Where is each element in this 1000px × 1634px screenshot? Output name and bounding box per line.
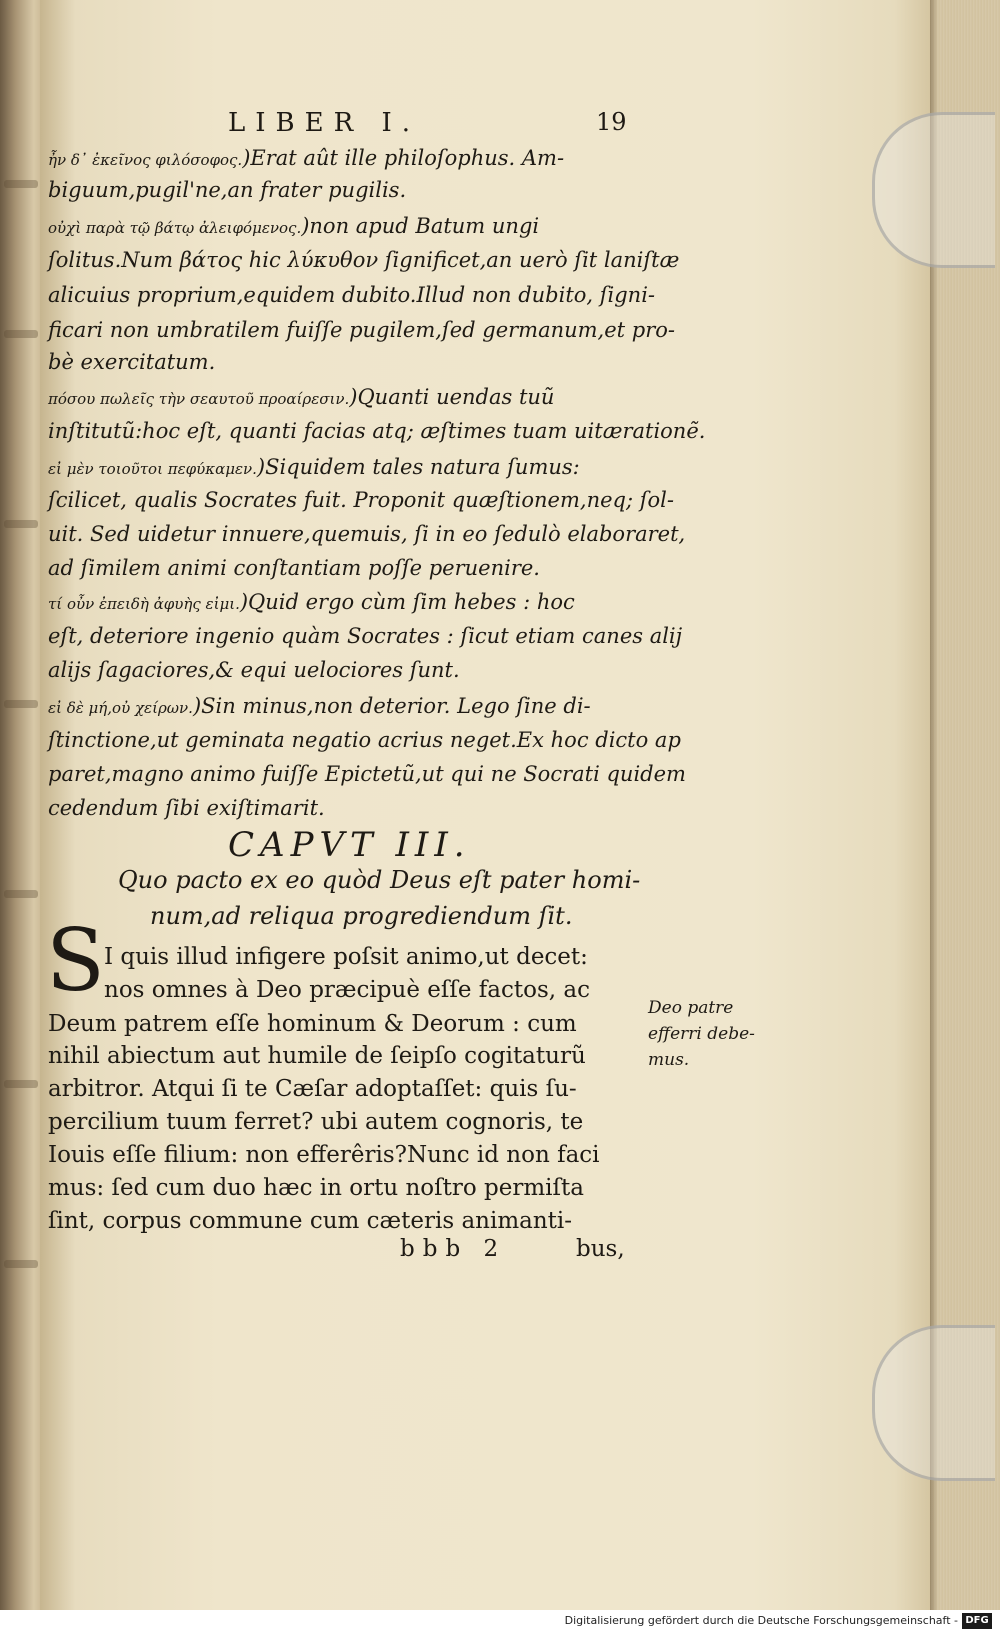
commentary-line <box>48 522 685 546</box>
margin-note-line: efferri debe- <box>648 1024 755 1044</box>
latin-gloss: alicuius proprium,equidem dubito.Illud non dubito, ſigni- <box>48 283 656 307</box>
signature-mark: bbb 2 <box>400 1236 507 1262</box>
latin-gloss: )Quid ergo cùm ſim hebes : hoc <box>239 590 575 614</box>
chapter-heading: CAPVT III. <box>228 825 471 865</box>
chapter-subtitle-line-2: num,ad reliqua progrediendum ſit. <box>150 902 573 930</box>
margin-note-line: Deo patre <box>648 998 734 1018</box>
left-page-text-fragment <box>4 1080 38 1088</box>
commentary-line <box>48 488 674 512</box>
commentary-line <box>48 728 681 752</box>
commentary-line <box>48 590 575 614</box>
greek-lemma: πόσου πωλεῖς τὴν σεαυτοῦ προαίρεσιν. <box>48 390 350 408</box>
greek-lemma: οὐχὶ παρὰ τῷ βάτῳ ἀλειφόμενος. <box>48 219 302 237</box>
commentary-line <box>48 214 539 238</box>
latin-gloss: paret,magno animo fuiſſe Epictetũ,ut qui ne Socrati quidem <box>48 762 686 786</box>
body-line: Iouis eſſe filium: non efferêris?Nunc id non faci <box>48 1142 600 1168</box>
chapter-subtitle-line-1: Quo pacto ex eo quòd Deus eſt pater homi- <box>118 866 641 894</box>
commentary-line <box>48 178 406 202</box>
latin-gloss: ad ſimilem animi conſtantiam poſſe peruenire. <box>48 556 540 580</box>
latin-gloss: )Sin minus,non deterior. Lego ſine di- <box>192 694 591 718</box>
latin-gloss: alijs ſagaciores,& equi uelociores ſunt. <box>48 658 460 682</box>
left-page-text-fragment <box>4 330 38 338</box>
commentary-line <box>48 419 705 443</box>
latin-gloss: ſcilicet, qualis Socrates fuit. Proponit quæſtionem,neq; ſol- <box>48 488 674 512</box>
left-page-text-fragment <box>4 180 38 188</box>
latin-gloss: ſtinctione,ut geminata negatio acrius neget.Ex hoc dicto ap <box>48 728 681 752</box>
latin-gloss: )non apud Batum ungi <box>301 214 540 238</box>
commentary-line <box>48 624 682 648</box>
latin-gloss: inſtitutũ:hoc eſt, quanti facias atq; æſtimes tuam uitærationẽ. <box>48 419 706 443</box>
drop-cap-initial: S <box>46 911 105 1011</box>
running-head-title: LIBER I. <box>228 108 420 138</box>
commentary-line <box>48 694 591 718</box>
commentary-line <box>48 762 686 786</box>
commentary-line <box>48 318 675 342</box>
left-page-text-fragment <box>4 700 38 708</box>
page-number: 19 <box>596 108 627 136</box>
catchword: bus, <box>576 1236 625 1262</box>
body-line: arbitror. Atqui ſi te Cæſar adoptaſſet: quis ſu- <box>48 1076 577 1102</box>
body-line: ſint, corpus commune cum cæteris animanti- <box>48 1208 573 1234</box>
commentary-line <box>48 146 564 170</box>
greek-lemma: εἰ μὲν τοιοῦτοι πεφύκαμεν. <box>48 460 257 478</box>
body-line: I quis illud infigere poſsit animo,ut decet: <box>104 944 588 970</box>
latin-gloss: uit. Sed uidetur innuere,quemuis, ſi in eo ſedulò elaboraret, <box>48 522 686 546</box>
greek-lemma: εἰ δὲ μή,οὐ χείρων. <box>48 699 193 717</box>
body-line: nos omnes à Deo præcipuè eſſe factos, ac <box>104 977 591 1003</box>
commentary-line <box>48 796 325 820</box>
commentary-line <box>48 248 679 272</box>
funding-credit: Digitalisierung gefördert durch die Deutsche Forschungsgemeinschaft - <box>564 1614 958 1627</box>
greek-lemma: ἦν δ᾽ ἐκεῖνος φιλόσοφος. <box>48 151 243 169</box>
latin-gloss: )Quanti uendas tuũ <box>349 385 555 409</box>
body-line: Deum patrem eſſe hominum & Deorum : cum <box>48 1011 577 1037</box>
page-clip-bottom <box>872 1325 995 1481</box>
body-line: mus: ſed cum duo hæc in ortu noſtro permiſta <box>48 1175 584 1201</box>
commentary-line <box>48 658 460 682</box>
left-page-edge <box>0 0 45 1610</box>
commentary-line <box>48 283 655 307</box>
latin-gloss: ficari non umbratilem fuiſſe pugilem,ſed germanum,et pro- <box>48 318 675 342</box>
body-line: nihil abiectum aut humile de ſeipſo cogitaturũ <box>48 1043 586 1069</box>
commentary-line <box>48 350 215 374</box>
greek-lemma: τί οὖν ἐπειδὴ ἀφυὴς εἰμι. <box>48 595 240 613</box>
left-page-text-fragment <box>4 1260 38 1268</box>
commentary-line <box>48 556 540 580</box>
left-page-text-fragment <box>4 890 38 898</box>
latin-gloss: biguum,pugil'ne,an frater pugilis. <box>48 178 407 202</box>
body-line: percilium tuum ferret? ubi autem cognoris, te <box>48 1109 584 1135</box>
dfg-logo: DFG <box>962 1613 992 1629</box>
latin-gloss: cedendum ſibi exiſtimarit. <box>48 796 325 820</box>
latin-gloss: )Siquidem tales natura ſumus: <box>256 455 580 479</box>
latin-gloss: )Erat aût ille philoſophus. Am- <box>242 146 565 170</box>
commentary-line <box>48 455 580 479</box>
latin-gloss: bè exercitatum. <box>48 350 216 374</box>
commentary-line <box>48 385 554 409</box>
latin-gloss: eſt, deteriore ingenio quàm Socrates : ſicut etiam canes alij <box>48 624 683 648</box>
left-page-text-fragment <box>4 520 38 528</box>
latin-gloss: ſolitus.Num βάτος hic λύκυθον ſignificet,an uerò ſit laniſtæ <box>48 248 680 272</box>
margin-note-line: mus. <box>648 1050 690 1070</box>
page-clip-top <box>872 112 995 268</box>
